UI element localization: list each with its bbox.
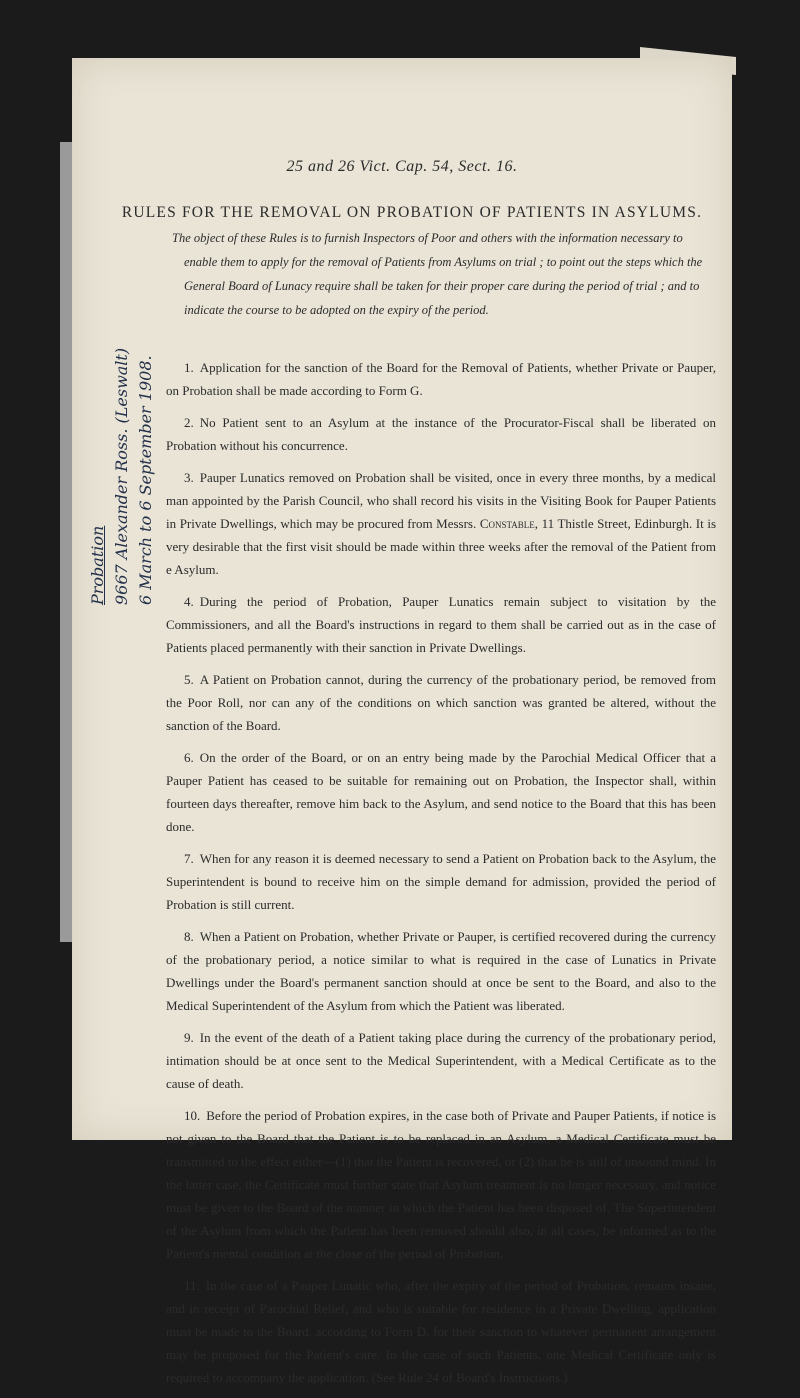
rule-item: 6. On the order of the Board, or on an entry being made by the Parochial Medical Officer that a Pauper Patient has ceased to be suitable for remaining out on Probation, the Inspector shall, within fourteen days thereafter, remove him back to the Asylum, and send notice to the Board that this has been done. bbox=[166, 750, 716, 834]
statute-citation: 25 and 26 Vict. Cap. 54, Sect. 16. bbox=[286, 158, 518, 175]
rule-item: 4. During the period of Probation, Pauper Lunatics remain subject to visitation by the Commissioners, and all the Board's instructions in regard to them shall be carried out as in the case of Patients placed permanently with their sanction in Private Dwellings. bbox=[166, 594, 716, 655]
rule-item: 11. In the case of a Pauper Lunatic who, after the expiry of the period of Probation, remains insane, and in receipt of Parochial Relief, and who is suitable for residence in a Private Dwelling, application must be made to the Board, according to Form D, for their sanction to whatever permanent arrangement may be proposed for the Patient's care. In the case of such Patients, one Medical Certificate only is required to accompany the application. (See Rule 24 of Board's Instructions.) bbox=[166, 1278, 716, 1385]
object-paragraph: The object of these Rules is to furnish Inspectors of Poor and others with the information necessary to enable them to apply for the removal of Patients from Asylums on trial ; to point out the steps which the General Board of Lunacy require shall be taken for their proper care during the period of trial ; and to indicate the course to be adopted on the expiry of the period. bbox=[172, 231, 703, 317]
rule-item: 1. Application for the sanction of the Board for the Removal of Patients, whether Private or Pauper, on Probation shall be made according to Form G. bbox=[166, 360, 716, 398]
rule-item: 3. Pauper Lunatics removed on Probation shall be visited, once in every three months, by a medical man appointed by the Parish Council, who shall record his visits in the Visiting Book for Pauper Patients in Private Dwellings, which may be procured from Messrs. Constable, 11 Thistle Street, Edinburgh. It is very desirable that the first visit should be made within three weeks after the removal of the Patient from e Asylum. bbox=[166, 470, 716, 577]
document-title: RULES FOR THE REMOVAL ON PROBATION OF PATIENTS IN ASYLUMS. bbox=[121, 204, 703, 221]
rule-item: 9. In the event of the death of a Patient taking place during the currency of the probationary period, intimation should be at once sent to the Medical Superintendent, with a Medical Certificate as to the cause of death. bbox=[166, 1030, 716, 1091]
publisher-name: Constable bbox=[479, 516, 535, 531]
document-page bbox=[72, 58, 732, 1385]
rule-item: 2. No Patient sent to an Asylum at the instance of the Procurator-Fiscal shall be liberated on Probation without his concurrence. bbox=[166, 415, 716, 453]
rule-item: 8. When a Patient on Probation, whether Private or Pauper, is certified recovered during the currency of the probationary period, a notice similar to what is required in the case of Lunatics in Private Dwellings under the Board's permanent sanction should at once be sent to the Board, and also to the Medical Superintendent of the Asylum from which the Patient was liberated. bbox=[166, 929, 716, 1013]
rule-item: 5. A Patient on Probation cannot, during the currency of the probationary period, be removed from the Poor Roll, nor can any of the conditions on which sanction was granted be altered, without the sanction of the Board. bbox=[166, 672, 716, 733]
rule-item: 10. Before the period of Probation expires, in the case both of Private and Pauper Patients, if notice is not given to the Board that the Patient is to be replaced in an Asylum, a Medical Certificate must be transmitted to the effect either—(1) that the Patient is recovered, or (2) that he is still of unsound mind. In the latter case, the Certificate must further state that Asylum treatment is no longer necessary, and notice must be given to the Board of the manner in which the Patient has been disposed of. The Superintendent of the Asylum from which the Patient has been removed should also, in all cases, be informed as to the Patient's mental condition at the close of the period of Probation. bbox=[166, 1108, 716, 1261]
rule-item: 7. When for any reason it is deemed necessary to send a Patient on Probation back to the Asylum, the Superintendent is bound to receive him on the simple demand for admission, provided the period of Probation is still current. bbox=[166, 851, 716, 912]
handwritten-note-heading: Probation bbox=[88, 525, 107, 605]
rules-list bbox=[166, 356, 716, 1398]
binding-strip bbox=[60, 142, 72, 942]
handwritten-note-dates: 6 March to 6 September 1908. bbox=[136, 355, 155, 605]
handwritten-note-patient: 9667 Alexander Ross. (Leswalt) bbox=[112, 347, 131, 605]
